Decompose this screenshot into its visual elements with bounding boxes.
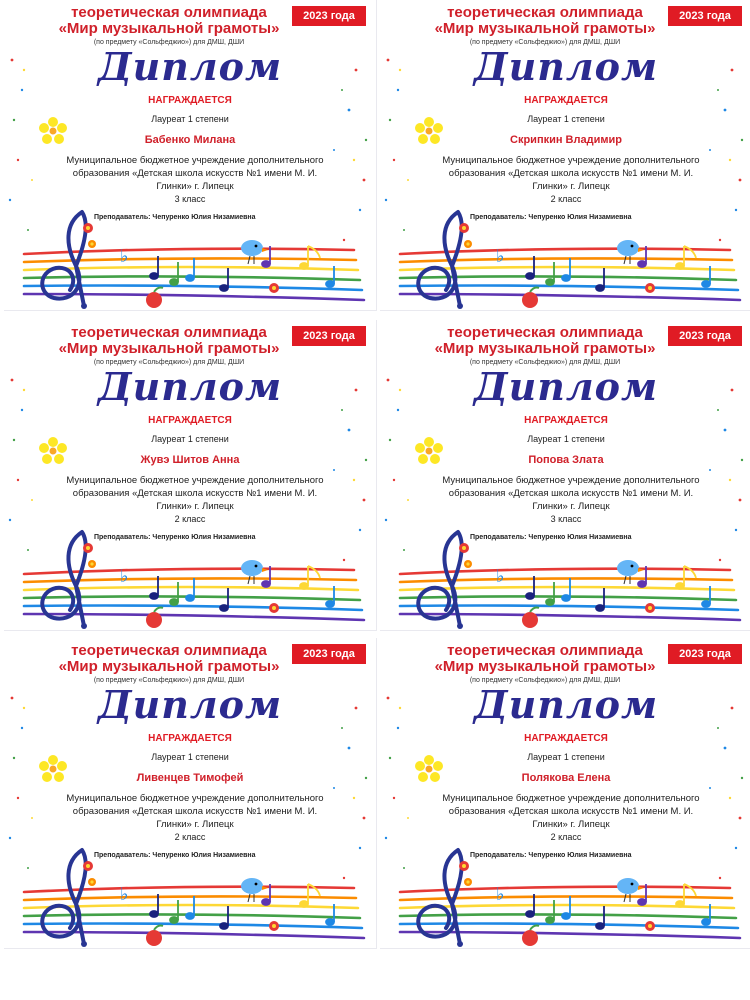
student-name: Жувэ Шитов Анна xyxy=(140,454,240,466)
music-staff-illustration xyxy=(4,526,376,630)
diploma-card-2 xyxy=(380,0,750,311)
teacher-line: Преподаватель: Чепуренко Юлия Низамиевна xyxy=(94,534,256,541)
laureate-degree: Лауреат 1 степени xyxy=(527,114,605,124)
olympiad-title: теоретическая олимпиада xyxy=(71,4,267,21)
apple-icon xyxy=(522,288,539,309)
music-staff-illustration xyxy=(4,844,376,948)
olympiad-subject: (по предмету «Сольфеджио») для ДМШ, ДШИ xyxy=(469,39,621,46)
olympiad-name: «Мир музыкальной грамоты» xyxy=(58,340,280,357)
teacher-line: Преподаватель: Чепуренко Юлия Низамиевна xyxy=(470,852,632,859)
institution-text: Муниципальное бюджетное учреждение дополнительного образования «Детская школа искусств №1 имени М. И. Глинки» г. Липецк xyxy=(66,475,324,512)
flat-sign-icon: ♭ xyxy=(120,566,129,587)
student-name: Попова Злата xyxy=(528,454,604,466)
grade-label: 2 класс xyxy=(550,194,582,204)
treble-clef-icon xyxy=(418,212,462,306)
diploma-card-5 xyxy=(4,638,377,949)
olympiad-title: теоретическая олимпиада xyxy=(447,324,643,341)
music-staff-illustration xyxy=(380,526,750,630)
institution-text: Муниципальное бюджетное учреждение дополнительного образования «Детская школа искусств №1 имени М. И. Глинки» г. Липецк xyxy=(442,475,700,512)
teacher-line: Преподаватель: Чепуренко Юлия Низамиевна xyxy=(94,852,256,859)
diploma-heading: Диплом xyxy=(473,682,659,727)
red-flower-icon xyxy=(269,603,279,613)
olympiad-title: теоретическая олимпиада xyxy=(71,324,267,341)
diploma-card-3 xyxy=(4,320,377,631)
diploma-card-6 xyxy=(380,638,750,949)
treble-clef-icon xyxy=(418,532,462,626)
awarded-label: НАГРАЖДАЕТСЯ xyxy=(148,733,232,744)
student-name: Скрипкин Владимир xyxy=(510,134,622,146)
apple-icon xyxy=(146,288,163,309)
olympiad-name: «Мир музыкальной грамоты» xyxy=(58,658,280,675)
olympiad-subject: (по предмету «Сольфеджио») для ДМШ, ДШИ xyxy=(93,677,245,684)
teacher-line: Преподаватель: Чепуренко Юлия Низамиевна xyxy=(470,534,632,541)
treble-clef-icon xyxy=(418,850,462,944)
diploma-card-4 xyxy=(380,320,750,631)
student-name: Полякова Елена xyxy=(521,772,611,784)
apple-icon xyxy=(146,608,163,629)
institution-text: Муниципальное бюджетное учреждение дополнительного образования «Детская школа искусств №1 имени М. И. Глинки» г. Липецк xyxy=(66,155,324,192)
treble-clef-icon xyxy=(42,850,86,944)
awarded-label: НАГРАЖДАЕТСЯ xyxy=(524,733,608,744)
bird-icon xyxy=(617,240,644,264)
year-badge: 2023 года xyxy=(292,644,366,664)
student-name: Бабенко Милана xyxy=(144,134,236,146)
olympiad-subject: (по предмету «Сольфеджио») для ДМШ, ДШИ xyxy=(469,677,621,684)
flat-sign-icon: ♭ xyxy=(120,246,129,267)
grade-label: 3 класс xyxy=(174,194,206,204)
olympiad-name: «Мир музыкальной грамоты» xyxy=(58,20,280,37)
olympiad-title: теоретическая олимпиада xyxy=(447,642,643,659)
awarded-label: НАГРАЖДАЕТСЯ xyxy=(524,415,608,426)
student-name: Ливенцев Тимофей xyxy=(136,772,244,784)
diploma-heading: Диплом xyxy=(97,682,283,727)
olympiad-title: теоретическая олимпиада xyxy=(447,4,643,21)
bird-icon xyxy=(241,560,268,584)
bird-icon xyxy=(241,878,268,902)
laureate-degree: Лауреат 1 степени xyxy=(151,114,229,124)
awarded-label: НАГРАЖДАЕТСЯ xyxy=(148,415,232,426)
grade-label: 2 класс xyxy=(174,832,206,842)
grade-label: 3 класс xyxy=(550,514,582,524)
institution-text: Муниципальное бюджетное учреждение дополнительного образования «Детская школа искусств №1 имени М. И. Глинки» г. Липецк xyxy=(442,793,700,830)
olympiad-title: теоретическая олимпиада xyxy=(71,642,267,659)
music-staff-illustration xyxy=(4,206,376,310)
flat-sign-icon: ♭ xyxy=(120,884,129,905)
olympiad-name: «Мир музыкальной грамоты» xyxy=(434,340,656,357)
olympiad-subject: (по предмету «Сольфеджио») для ДМШ, ДШИ xyxy=(93,359,245,366)
olympiad-subject: (по предмету «Сольфеджио») для ДМШ, ДШИ xyxy=(469,359,621,366)
olympiad-name: «Мир музыкальной грамоты» xyxy=(434,658,656,675)
olympiad-name: «Мир музыкальной грамоты» xyxy=(434,20,656,37)
treble-clef-icon xyxy=(42,212,86,306)
diploma-heading: Диплом xyxy=(97,364,283,409)
music-staff-illustration xyxy=(380,206,750,310)
bird-icon xyxy=(617,560,644,584)
grade-label: 2 класс xyxy=(174,514,206,524)
year-badge: 2023 года xyxy=(292,6,366,26)
diploma-heading: Диплом xyxy=(97,44,283,89)
diploma-card-1 xyxy=(4,0,377,311)
music-staff-illustration xyxy=(380,844,750,948)
flat-sign-icon: ♭ xyxy=(496,246,505,267)
laureate-degree: Лауреат 1 степени xyxy=(527,434,605,444)
red-flower-icon xyxy=(269,921,279,931)
red-flower-icon xyxy=(645,283,655,293)
bird-icon xyxy=(617,878,644,902)
year-badge: 2023 года xyxy=(668,326,742,346)
institution-text: Муниципальное бюджетное учреждение дополнительного образования «Детская школа искусств №1 имени М. И. Глинки» г. Липецк xyxy=(442,155,700,192)
flat-sign-icon: ♭ xyxy=(496,566,505,587)
teacher-line: Преподаватель: Чепуренко Юлия Низамиевна xyxy=(94,214,256,221)
awarded-label: НАГРАЖДАЕТСЯ xyxy=(148,95,232,106)
laureate-degree: Лауреат 1 степени xyxy=(151,434,229,444)
diploma-heading: Диплом xyxy=(473,364,659,409)
year-badge: 2023 года xyxy=(668,644,742,664)
red-flower-icon xyxy=(269,283,279,293)
apple-icon xyxy=(146,926,163,947)
red-flower-icon xyxy=(645,603,655,613)
teacher-line: Преподаватель: Чепуренко Юлия Низамиевна xyxy=(470,214,632,221)
apple-icon xyxy=(522,926,539,947)
flat-sign-icon: ♭ xyxy=(496,884,505,905)
bird-icon xyxy=(241,240,268,264)
treble-clef-icon xyxy=(42,532,86,626)
awarded-label: НАГРАЖДАЕТСЯ xyxy=(524,95,608,106)
red-flower-icon xyxy=(645,921,655,931)
institution-text: Муниципальное бюджетное учреждение дополнительного образования «Детская школа искусств №1 имени М. И. Глинки» г. Липецк xyxy=(66,793,324,830)
year-badge: 2023 года xyxy=(292,326,366,346)
diploma-heading: Диплом xyxy=(473,44,659,89)
grade-label: 2 класс xyxy=(550,832,582,842)
olympiad-subject: (по предмету «Сольфеджио») для ДМШ, ДШИ xyxy=(93,39,245,46)
year-badge: 2023 года xyxy=(668,6,742,26)
laureate-degree: Лауреат 1 степени xyxy=(527,752,605,762)
laureate-degree: Лауреат 1 степени xyxy=(151,752,229,762)
apple-icon xyxy=(522,608,539,629)
